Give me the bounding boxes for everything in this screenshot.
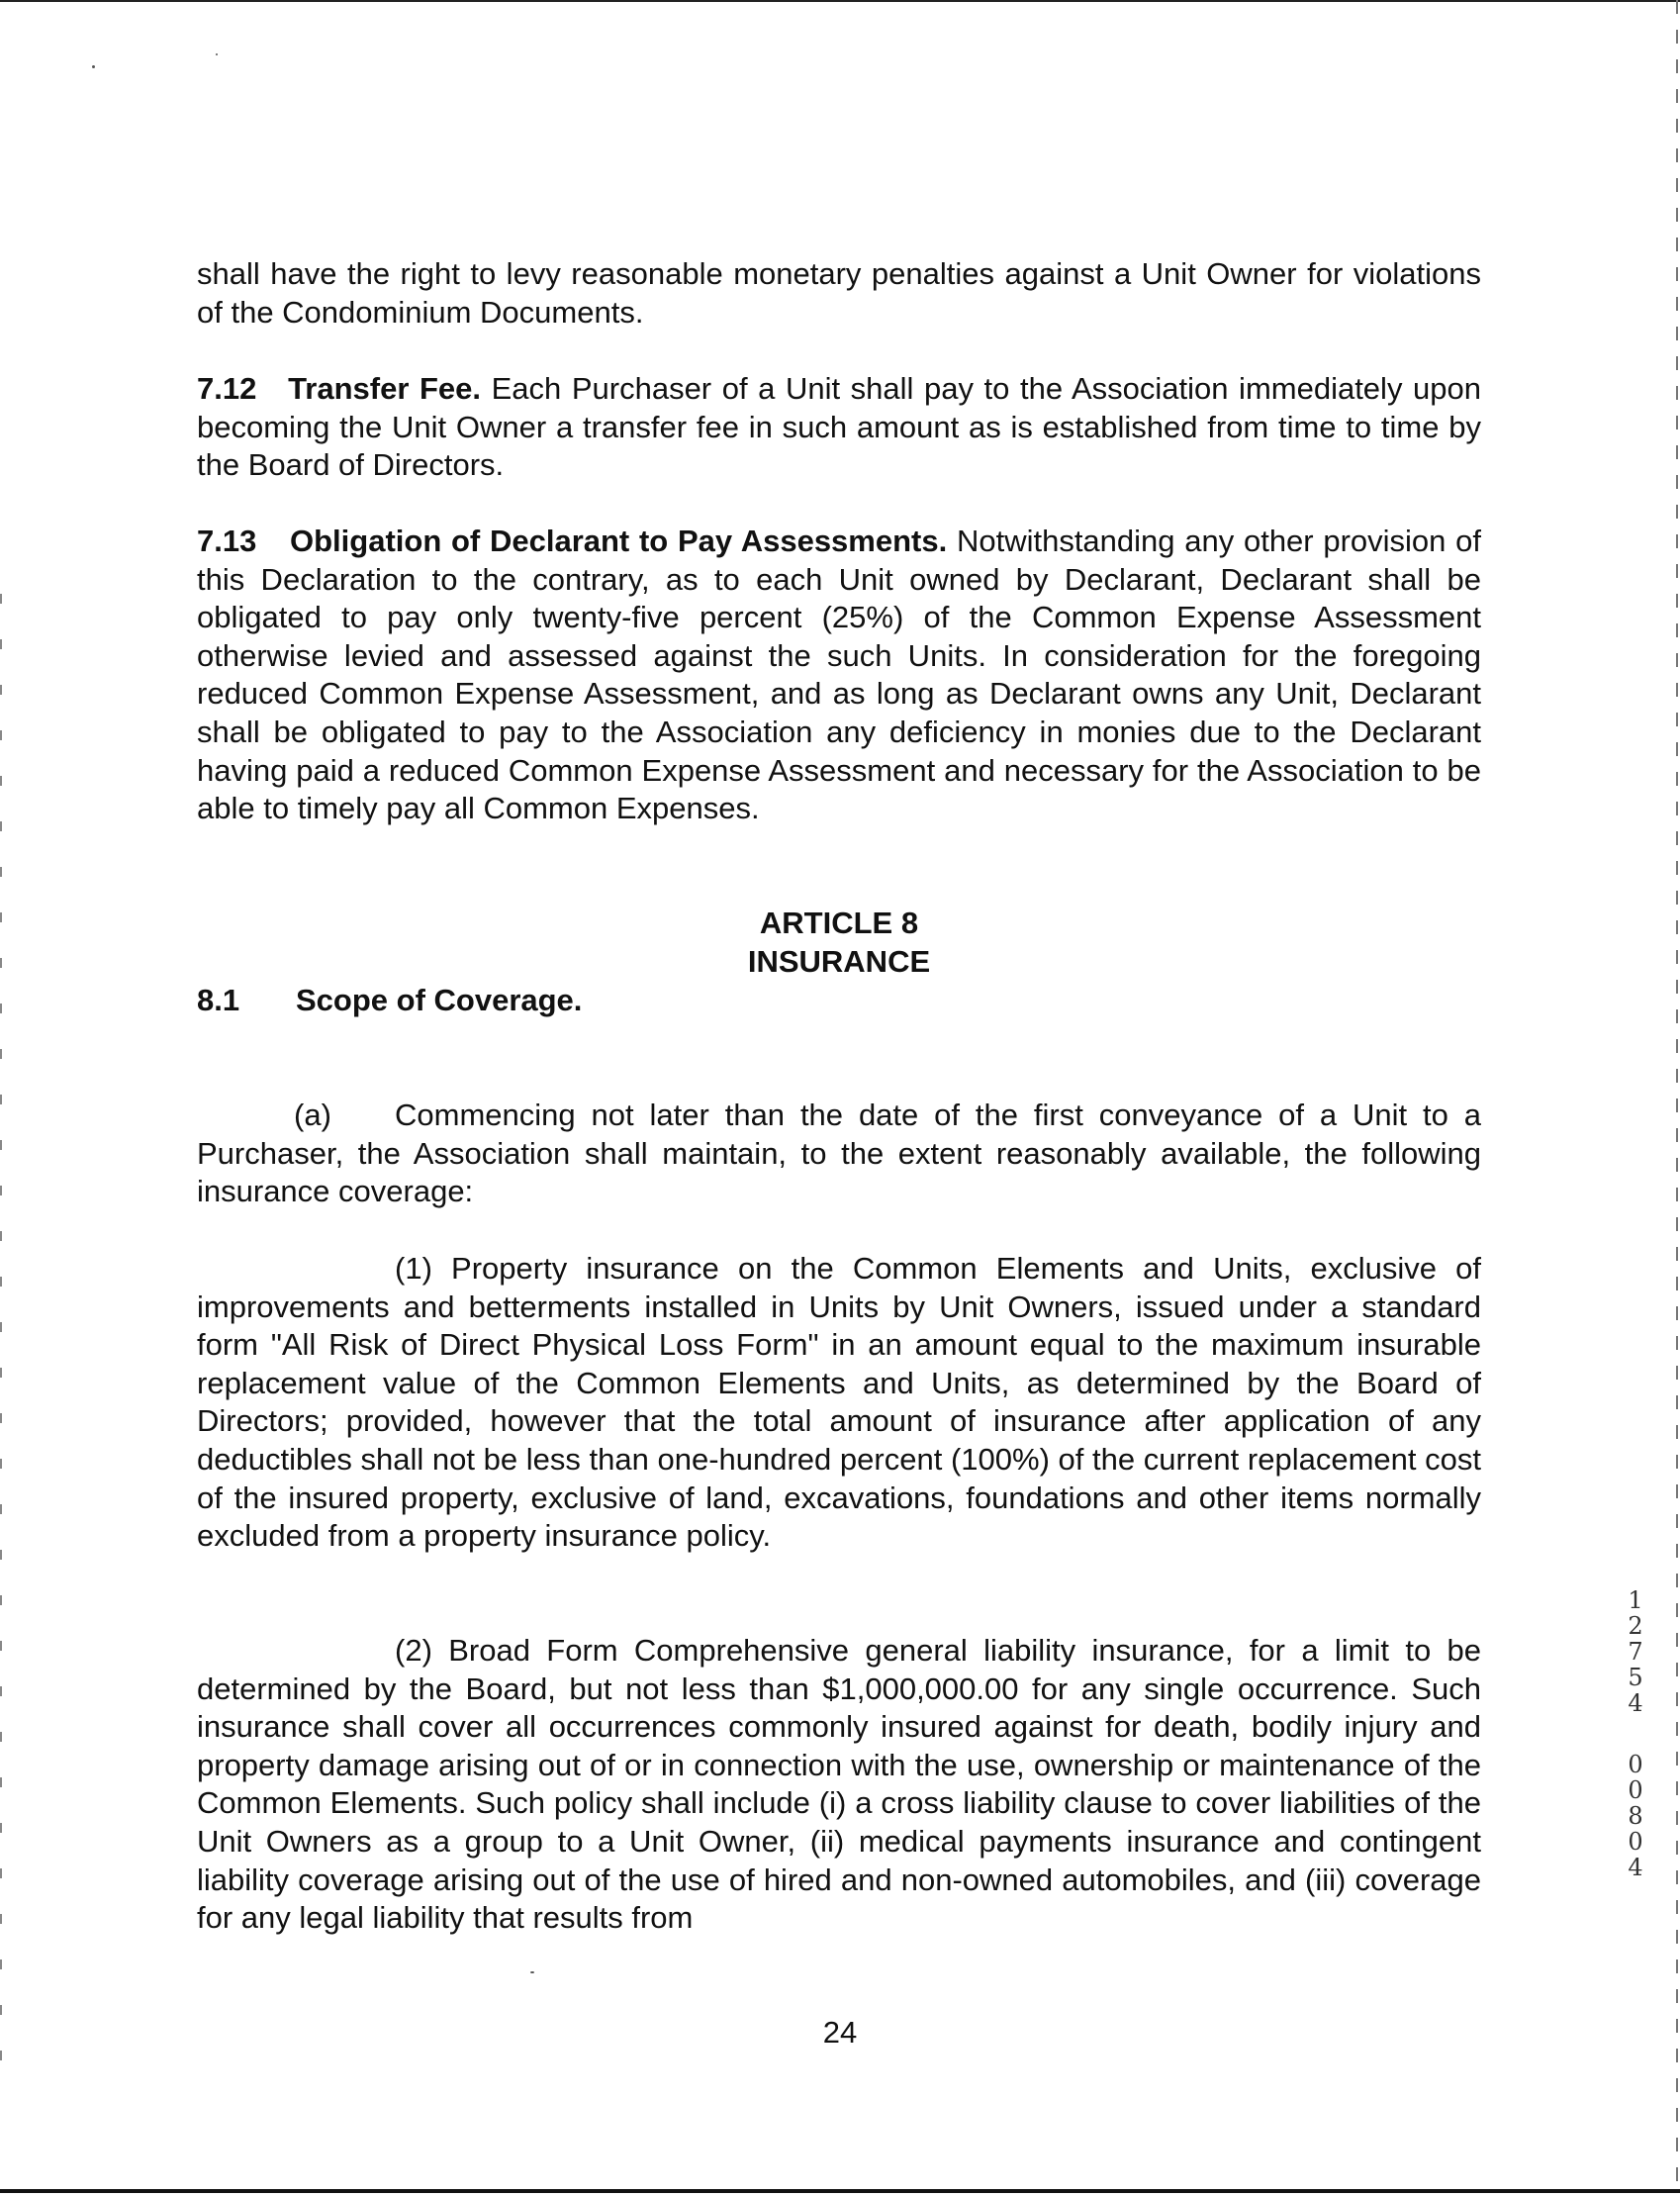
stamp-digit: 5: [1628, 1664, 1643, 1691]
section-number: 7.12: [197, 371, 257, 406]
paragraph-1: [197, 1250, 1481, 1556]
stamp-digit: 0: [1628, 1776, 1643, 1804]
stamp-digit: 4: [1628, 1854, 1643, 1881]
paragraph-label: (a): [294, 1098, 331, 1132]
scan-speck: [216, 53, 218, 55]
section-7-13: [197, 523, 1481, 828]
stamp-digit: 1: [1628, 1586, 1643, 1614]
stamp-digit: 8: [1628, 1802, 1643, 1830]
stamp-digit: 0: [1628, 1751, 1643, 1778]
stamp-digit: 4: [1628, 1689, 1643, 1717]
scan-top-edge: [0, 0, 1680, 2]
section-8-1-heading: [197, 982, 1481, 1020]
article-number: ARTICLE 8: [759, 906, 919, 940]
scan-right-edge: [1676, 0, 1678, 2197]
scan-speck: [92, 65, 95, 68]
section-number: 8.1: [197, 983, 240, 1017]
scan-left-edge: [0, 594, 2, 2078]
paragraph-2: [197, 1632, 1481, 1938]
section-body: Notwithstanding any other provision of this Declaration to the contrary, as to each Unit owned by Declarant, Declarant shall be obligated to pay only twenty-five percent (25%) of the Common Expense Assessment otherwise levied and assessed against the such Units. In consideration for the foregoing reduced Common Expense Assessment, and as long as Declarant owns any Unit, Declarant shall be obligated to pay to the Association any deficiency in monies due to the Declarant having paid a reduced Common Expense Assessment and necessary for the Association to be able to timely pay all Common Expenses.: [197, 524, 1481, 826]
section-title: Obligation of Declarant to Pay Assessments.: [290, 524, 948, 558]
stamp-digit: 0: [1628, 1828, 1643, 1856]
section-title: Transfer Fee.: [288, 371, 482, 406]
section-body: Each Purchaser of a Unit shall pay to the Association immediately upon becoming the Unit Owner a transfer fee in such amount as is established from time to time by the Board of Directors.: [197, 371, 1481, 483]
paragraph-text: (2) Broad Form Comprehensive general liability insurance, for a limit to be determined by the Board, but not less than $1,000,000.00 for any single occurrence. Such insurance shall cover all occurrences commonly insured against for death, bodily injury and property damage arising out of or in connection with the use, ownership or maintenance of the Common Elements. Such policy shall include (i) a cross liability clause to cover liabilities of the Unit Owners as a group to a Unit Owner, (ii) medical payments insurance and contingent liability coverage arising out of the use of hired and non-owned automobiles, and (iii) coverage for any legal liability that results from: [197, 1633, 1481, 1936]
stamp-gap: [1619, 1716, 1652, 1752]
section-7-12: [197, 370, 1481, 485]
paragraph-text: Commencing not later than the date of the first conveyance of a Unit to a Purchaser, the Association shall maintain, to the extent reasonably available, the following insurance coverage:: [197, 1098, 1481, 1209]
paragraph-text: (1) Property insurance on the Common Elements and Units, exclusive of improvements and betterments installed in Units by Unit Owners, issued under a standard form "All Risk of Direct Physical Loss Form" in an amount equal to the maximum insurable replacement value of the Common Elements and Units, as determined by the Board of Directors; provided, however that the total amount of insurance after application of any deductibles shall not be less than one-hundred percent (100%) of the current replacement cost of the insured property, exclusive of land, excavations, foundations and other items normally excluded from a property insurance policy.: [197, 1251, 1481, 1554]
scan-bottom-edge: [0, 2189, 1680, 2193]
margin-stamp-number: [1619, 1586, 1652, 1881]
stamp-digit: 2: [1628, 1612, 1643, 1640]
scan-speck: [530, 1971, 534, 1973]
article-title: INSURANCE: [747, 943, 931, 979]
section-title: Scope of Coverage.: [296, 983, 583, 1017]
paragraph-text: shall have the right to levy reasonable monetary penalties against a Unit Owner for violations of the Condominium Documents.: [197, 256, 1481, 330]
paragraph-a: [197, 1097, 1481, 1211]
stamp-digit: 7: [1628, 1638, 1643, 1666]
section-number: 7.13: [197, 524, 257, 558]
paragraph-7-11-continued: [197, 255, 1481, 332]
page-number: 24: [822, 2015, 858, 2050]
article-heading: [197, 905, 1481, 981]
